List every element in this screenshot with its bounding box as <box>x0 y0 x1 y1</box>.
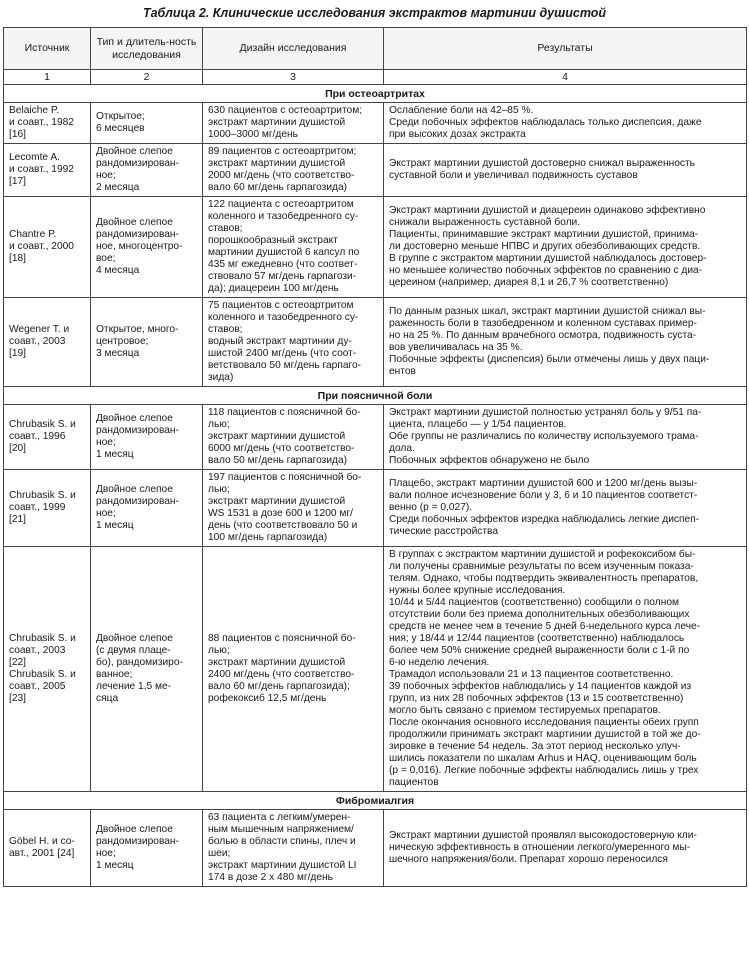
table-row <box>4 470 747 547</box>
table-row <box>4 547 747 792</box>
cell-line: коленного и тазобедренного су- <box>208 312 359 323</box>
cell-line: ветствовало 50 мг/день гарпаго- <box>208 360 362 371</box>
cell-line: 10/44 и 5/44 пациентов (соответственно) сообщили о полном <box>389 597 679 608</box>
cell-study-type <box>91 298 203 387</box>
cell-line: (с двумя плаце- <box>96 645 171 656</box>
cell-line: да); диацереин 100 мг/день <box>208 283 339 294</box>
cell-line: 2400 мг/день (что соответство- <box>208 669 355 680</box>
cell-line: [17] <box>9 176 26 187</box>
cell-line: 75 пациентов с остеоартритом <box>208 300 354 311</box>
cell-source <box>4 197 91 298</box>
cell-line: Belaiche P. <box>9 105 60 116</box>
cell-line: соавт., 1996 <box>9 431 66 442</box>
cell-study-design <box>203 405 384 470</box>
cell-line: но меньшее количество побочных эффектов по сравнению с диа- <box>389 265 703 276</box>
cell-line: (р = 0,016). Легкие побочные эффекты наблюдались лишь у трех <box>389 765 699 776</box>
cell-study-type <box>91 405 203 470</box>
cell-line: соавт., 2003 <box>9 645 66 656</box>
cell-study-design <box>203 298 384 387</box>
cell-line: 1 месяц <box>96 449 134 460</box>
cell-line: рандомизирован- <box>96 836 179 847</box>
section-row <box>4 85 747 103</box>
cell-line: продолжили принимать экстракт мартинии душистой в той же до- <box>389 729 701 740</box>
cell-results <box>384 810 747 887</box>
cell-line: 100 мг/день гарпагозида) <box>208 532 328 543</box>
cell-line: шеи; <box>208 848 231 859</box>
cell-study-type <box>91 197 203 298</box>
cell-line: лью; <box>208 419 230 430</box>
cell-line: и соавт., 1992 <box>9 164 74 175</box>
cell-line: Двойное слепое <box>96 484 173 495</box>
cell-line: Побочные эффекты (диспепсия) были отмечены лишь у двух паци- <box>389 354 710 365</box>
table-row <box>4 197 747 298</box>
cell-line: вало 60 мг/день гарпагозида) <box>208 182 348 193</box>
header-type: Тип и длитель-ность исследования <box>91 28 203 70</box>
cell-line: Göbel H. и со- <box>9 836 75 847</box>
cell-line: 3 месяца <box>96 348 140 359</box>
cell-line: 88 пациентов с поясничной бо- <box>208 633 356 644</box>
section-row <box>4 387 747 405</box>
cell-line: В группе с экстрактом мартинии душистой наблюдалось достовер- <box>389 253 707 264</box>
cell-line: ния; у 18/44 и 12/44 пациентов (соответственно) наблюдалось <box>389 633 685 644</box>
cell-line: вов увеличивалась на 35 %. <box>389 342 523 353</box>
cell-study-type <box>91 144 203 197</box>
cell-line: пациентов <box>389 777 439 788</box>
cell-line: экстракт мартинии душистой LI <box>208 860 357 871</box>
cell-results <box>384 144 747 197</box>
cell-line: рандомизирован- <box>96 229 179 240</box>
cell-source <box>4 405 91 470</box>
cell-line: рандомизирован- <box>96 158 179 169</box>
cell-line: соавт., 2003 <box>9 336 66 347</box>
table-row <box>4 298 747 387</box>
cell-line: соавт., 1999 <box>9 502 66 513</box>
cell-line: снижали выраженность суставной боли. <box>389 217 581 228</box>
cell-results <box>384 547 747 792</box>
cell-line: день (что соответствовало 50 и <box>208 520 358 531</box>
cell-source <box>4 810 91 887</box>
cell-study-design <box>203 470 384 547</box>
cell-line: более чем 50% снижение средней выраженности боли с 1-й по <box>389 645 690 656</box>
cell-line: Chrubasik S. и <box>9 419 76 430</box>
cell-line: зировке в течение 54 недель. За этот период несколько улуч- <box>389 741 681 752</box>
cell-line: 89 пациентов с остеоартритом; <box>208 146 357 157</box>
cell-line: Wegener T. и <box>9 324 70 335</box>
cell-line: Побочных эффектов обнаружено не было <box>389 455 590 466</box>
table-row <box>4 103 747 144</box>
cell-line: 6 месяцев <box>96 123 145 134</box>
cell-line: [19] <box>9 348 26 359</box>
cell-line: порошкообразный экстракт <box>208 235 338 246</box>
cell-line: [18] <box>9 253 26 264</box>
cell-line: 6000 мг/день (что соответство- <box>208 443 355 454</box>
section-title: При остеоартритах <box>4 85 747 103</box>
cell-line: отсутствии боли без приема дополнительных обезболивающих <box>389 609 690 620</box>
cell-line: могло быть связано с приемом тестируемых препаратов. <box>389 705 661 716</box>
cell-line: 197 пациентов с поясничной бо- <box>208 472 362 483</box>
cell-line: циента, плацебо — у 1/54 пациентов. <box>389 419 567 430</box>
cell-study-type <box>91 470 203 547</box>
cell-line: Lecomte A. <box>9 152 60 163</box>
cell-study-design <box>203 547 384 792</box>
cell-line: и соавт., 2000 <box>9 241 74 252</box>
cell-line: средств не менее чем в течение 5 дней 6-недельного курса лече- <box>389 621 701 632</box>
header-results: Результаты <box>384 28 747 70</box>
cell-line: венно (р = 0,027). <box>389 502 473 513</box>
cell-line: Плацебо, экстракт мартинии душистой 600 и 1200 мг/день вызы- <box>389 478 698 489</box>
cell-line: вое; <box>96 253 116 264</box>
cell-line: мартинии душистой 6 капсул по <box>208 247 360 258</box>
cell-line: Двойное слепое <box>96 146 173 157</box>
cell-line: коленного и тазобедренного су- <box>208 211 359 222</box>
column-number: 2 <box>91 70 203 85</box>
cell-line: 118 пациентов с поясничной бо- <box>208 407 361 418</box>
header-design: Дизайн исследования <box>203 28 384 70</box>
cell-line: ное; <box>96 848 116 859</box>
cell-line: Ослабление боли на 42–85 %. <box>389 105 534 116</box>
cell-results <box>384 197 747 298</box>
cell-results <box>384 103 747 144</box>
cell-line: Экстракт мартинии душистой достоверно снижал выраженность <box>389 158 695 169</box>
cell-line: зида) <box>208 372 234 383</box>
cell-line: Среди побочных эффектов изредка наблюдались легкие диспеп- <box>389 514 700 525</box>
cell-line: ствовало 57 мг/день гарпагози- <box>208 271 357 282</box>
column-number: 1 <box>4 70 91 85</box>
cell-study-type <box>91 103 203 144</box>
cell-line: цереином (например, диарея 8,1 и 26,7 % соответственно) <box>389 277 669 288</box>
table-title: Таблица 2. Клинические исследования экстрактов мартинии душистой <box>142 6 607 20</box>
cell-line: бо), рандомизиро- <box>96 657 183 668</box>
cell-study-design <box>203 103 384 144</box>
table-row <box>4 405 747 470</box>
cell-line: После окончания основного исследования пациенты обеих групп <box>389 717 699 728</box>
cell-line: Обе группы не различались по количеству используемого трама- <box>389 431 699 442</box>
cell-study-type <box>91 810 203 887</box>
cell-line: Двойное слепое <box>96 633 173 644</box>
cell-line: ли получены сравнимые результаты по всем изученным показа- <box>389 561 694 572</box>
cell-line: при высоких дозах экстракта <box>389 129 526 140</box>
cell-line: 630 пациентов с остеоартритом; <box>208 105 363 116</box>
cell-study-design <box>203 144 384 197</box>
header-row <box>4 28 747 70</box>
cell-line: шились показатели по шкалам Arhus и HAQ, оценивающим боль <box>389 753 697 764</box>
cell-line: лечение 1,5 ме- <box>96 681 172 692</box>
cell-line: 39 побочных эффектов наблюдались у 14 пациентов каждой из <box>389 681 692 692</box>
cell-line: Экстракт мартинии душистой и диацереин одинаково эффективно <box>389 205 706 216</box>
cell-line: [22] <box>9 657 26 668</box>
cell-line: но на 25 %. По данным врачебного осмотра, подвижность суста- <box>389 330 697 341</box>
cell-line: 1000–3000 мг/день <box>208 129 298 140</box>
cell-line: Двойное слепое <box>96 413 173 424</box>
cell-line: вало 60 мг/день гарпагозида); <box>208 681 350 692</box>
cell-line: лью; <box>208 645 230 656</box>
cell-results <box>384 470 747 547</box>
cell-line: ставов; <box>208 324 243 335</box>
cell-line: вали полное исчезновение боли у 3, 6 и 10 пациентов соответст- <box>389 490 698 501</box>
cell-line: [20] <box>9 443 26 454</box>
cell-line: шистой 2400 мг/день (что соот- <box>208 348 357 359</box>
cell-line: телям. Однако, чтобы подтвердить эквивалентность препаратов, <box>389 573 699 584</box>
cell-line: 2000 мг/день (что соответство- <box>208 170 355 181</box>
cell-line: WS 1531 в дозе 600 и 1200 мг/ <box>208 508 353 519</box>
cell-line: тические расстройства <box>389 526 498 537</box>
cell-line: По данным разных шкал, экстракт мартинии душистой снижал вы- <box>389 306 706 317</box>
cell-source <box>4 470 91 547</box>
cell-line: Двойное слепое <box>96 217 173 228</box>
cell-line: экстракт мартинии душистой <box>208 158 346 169</box>
cell-line: рофекоксиб 12,5 мг/день <box>208 693 327 704</box>
cell-line: экстракт мартинии душистой <box>208 431 346 442</box>
cell-line: Трамадол использовали 21 и 13 пациентов соответственно. <box>389 669 674 680</box>
cell-line: [23] <box>9 693 26 704</box>
cell-line: болью в области спины, плеч и <box>208 836 356 847</box>
cell-line: Открытое, много- <box>96 324 179 335</box>
cell-source <box>4 103 91 144</box>
table-row <box>4 810 747 887</box>
cell-line: Двойное слепое <box>96 824 173 835</box>
cell-line: водный экстракт мартинии ду- <box>208 336 352 347</box>
cell-results <box>384 405 747 470</box>
cell-line: 122 пациента с остеоартритом <box>208 199 354 210</box>
cell-line: ли достоверно меньше НПВС и других обезболивающих средств. <box>389 241 701 252</box>
cell-line: экстракт мартинии душистой <box>208 117 346 128</box>
cell-line: Chrubasik S. и <box>9 669 76 680</box>
cell-line: ное; <box>96 170 116 181</box>
cell-line: Открытое; <box>96 111 145 122</box>
cell-line: экстракт мартинии душистой <box>208 496 346 507</box>
cell-line: центровое; <box>96 336 149 347</box>
cell-line: экстракт мартинии душистой <box>208 657 346 668</box>
cell-line: Среди побочных эффектов наблюдалась только диспепсия, даже <box>389 117 702 128</box>
cell-line: соавт., 2005 <box>9 681 66 692</box>
cell-line: рандомизирован- <box>96 425 179 436</box>
section-row <box>4 792 747 810</box>
cell-line: дола. <box>389 443 415 454</box>
cell-study-type <box>91 547 203 792</box>
column-number: 4 <box>384 70 747 85</box>
cell-line: Chantre P. <box>9 229 57 240</box>
cell-source <box>4 144 91 197</box>
cell-line: раженность боли в тазобедренном и коленном суставах пример- <box>389 318 697 329</box>
cell-study-design <box>203 197 384 298</box>
cell-line: Экстракт мартинии душистой полностью устранял боль у 9/51 па- <box>389 407 702 418</box>
section-title: При поясничной боли <box>4 387 747 405</box>
cell-line: ное, многоцентро- <box>96 241 183 252</box>
table-row <box>4 144 747 197</box>
cell-line: 435 мг ежедневно (что соответ- <box>208 259 358 270</box>
cell-source <box>4 547 91 792</box>
cell-line: 1 месяц <box>96 860 134 871</box>
cell-line: шечного напряжения/боли. Препарат хорошо переносился <box>389 854 668 865</box>
cell-line: 1 месяц <box>96 520 134 531</box>
table-body <box>4 85 747 887</box>
cell-line: Пациенты, принимавшие экстракт мартинии душистой, принима- <box>389 229 699 240</box>
cell-line: ное; <box>96 437 116 448</box>
cell-line: авт., 2001 [24] <box>9 848 75 859</box>
cell-line: В группах с экстрактом мартинии душистой и рофекоксибом бы- <box>389 549 696 560</box>
clinical-studies-table <box>3 27 747 887</box>
cell-line: рандомизирован- <box>96 496 179 507</box>
cell-line: Экстракт мартинии душистой проявлял высокодостоверную кли- <box>389 830 697 841</box>
cell-source <box>4 298 91 387</box>
cell-line: сяца <box>96 693 119 704</box>
cell-line: групп, из них 28 побочных эффектов (13 и 15 соответственно) <box>389 693 684 704</box>
cell-study-design <box>203 810 384 887</box>
cell-line: ное; <box>96 508 116 519</box>
cell-line: ванное; <box>96 669 133 680</box>
cell-line: 4 месяца <box>96 265 140 276</box>
cell-line: 6-ю неделю лечения. <box>389 657 490 668</box>
cell-line: ническую эффективность в отношении легкого/умеренного мы- <box>389 842 691 853</box>
section-title: Фибромиалгия <box>4 792 747 810</box>
column-number-row <box>4 70 747 85</box>
cell-line: ентов <box>389 366 416 377</box>
column-number: 3 <box>203 70 384 85</box>
cell-line: ным мышечным напряжением/ <box>208 824 354 835</box>
cell-line: нужны более крупные исследования. <box>389 585 566 596</box>
cell-line: [21] <box>9 514 26 525</box>
cell-line: 63 пациента с легким/умерен- <box>208 812 351 823</box>
header-source: Источник <box>4 28 91 70</box>
cell-line: Chrubasik S. и <box>9 490 76 501</box>
cell-line: Chrubasik S. и <box>9 633 76 644</box>
cell-line: 2 месяца <box>96 182 140 193</box>
cell-line: [16] <box>9 129 26 140</box>
cell-results <box>384 298 747 387</box>
cell-line: ставов; <box>208 223 243 234</box>
cell-line: лью; <box>208 484 230 495</box>
cell-line: суставной боли и увеличивал подвижность суставов <box>389 170 638 181</box>
cell-line: вало 50 мг/день гарпагозида) <box>208 455 348 466</box>
cell-line: 174 в дозе 2 х 480 мг/день <box>208 872 333 883</box>
cell-line: и соавт., 1982 <box>9 117 74 128</box>
